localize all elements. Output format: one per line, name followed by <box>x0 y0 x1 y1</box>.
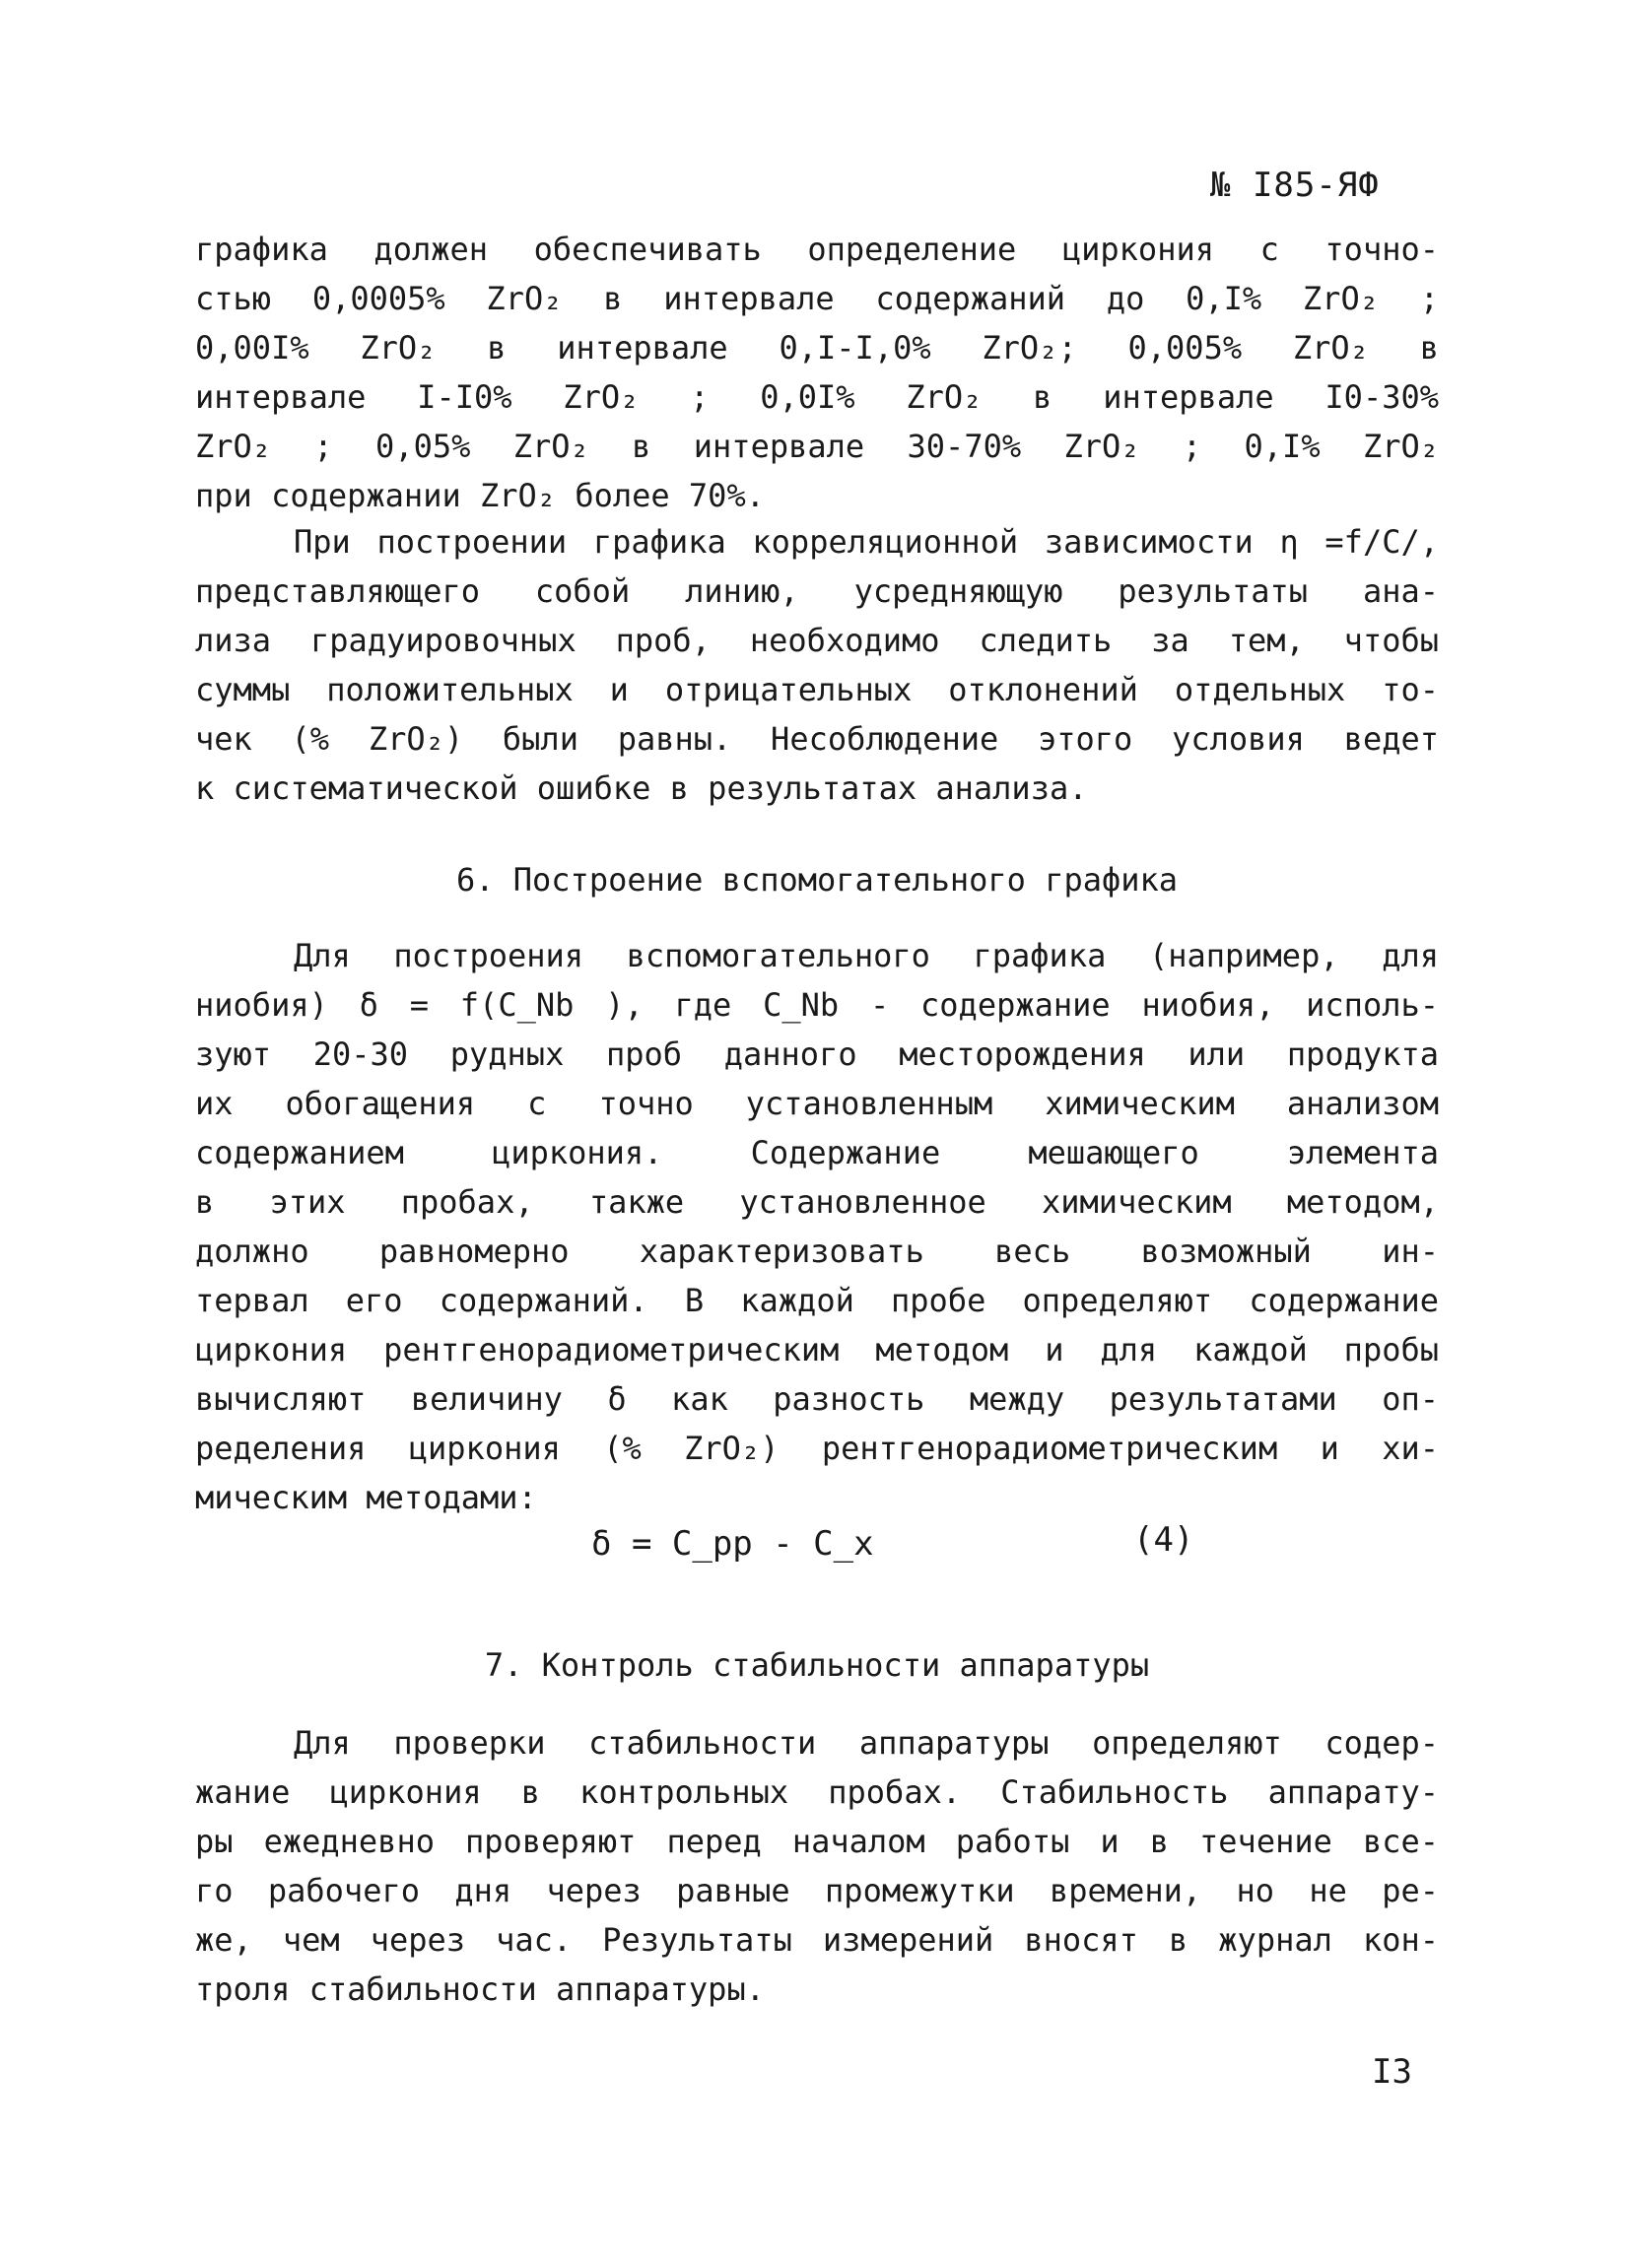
text-line: содержанием циркония. Содержание мешающего элемента <box>195 1134 1439 1171</box>
formula-delta: δ = C_pp - C_x <box>591 1524 874 1564</box>
text-line: го рабочего дня через равные промежутки времени, но не ре- <box>195 1872 1439 1909</box>
text-line: их обогащения с точно установленным химическим анализом <box>195 1085 1439 1122</box>
text-line: зуют 20-30 рудных проб данного месторождения или продукта <box>195 1035 1439 1073</box>
text-line: Для проверки стабильности аппаратуры определяют содер- <box>294 1724 1439 1762</box>
paragraph-zirconium-accuracy <box>195 225 1439 520</box>
section-7-body <box>195 1718 1439 2014</box>
text-line: вычисляют величину δ как разность между результатами оп- <box>195 1380 1439 1418</box>
text-line: ZrO₂ ; 0,05% ZrO₂ в интервале 30-70% ZrO₂ ; 0,I% ZrO₂ <box>195 428 1439 465</box>
page-number: I3 <box>1372 2052 1412 2092</box>
text-line: ниобия) δ = f(C_Nb ), где C_Nb - содержание ниобия, исполь- <box>195 986 1439 1024</box>
text-line: лиза градуировочных проб, необходимо следить за тем, чтобы <box>195 622 1439 659</box>
text-line: Для построения вспомогательного графика (например, для <box>294 937 1439 974</box>
text-line: 0,00I% ZrO₂ в интервале 0,I-I,0% ZrO₂; 0,005% ZrO₂ в <box>195 329 1439 367</box>
text-line: жание циркония в контрольных пробах. Стабильность аппарату- <box>195 1773 1439 1811</box>
text-line: графика должен обеспечивать определение циркония с точно- <box>195 231 1439 268</box>
text-line: суммы положительных и отрицательных отклонений отдельных то- <box>195 671 1439 708</box>
text-line: троля стабильности аппаратуры. <box>195 1970 765 2008</box>
section-7-heading: 7. Контроль стабильности аппаратуры <box>484 1646 1150 1684</box>
text-line: ределения циркония (% ZrO₂) рентгенорадиометрическим и хи- <box>195 1430 1439 1467</box>
text-line: чек (% ZrO₂) были равны. Несоблюдение этого условия ведет <box>195 720 1439 758</box>
text-line: мическим методами: <box>195 1479 537 1516</box>
text-line: же, чем через час. Результаты измерений вносят в журнал кон- <box>195 1921 1439 1959</box>
formula-number: (4) <box>1133 1520 1194 1560</box>
text-line: стью 0,0005% ZrO₂ в интервале содержаний до 0,I% ZrO₂ ; <box>195 280 1439 317</box>
text-line: в этих пробах, также установленное химическим методом, <box>195 1183 1439 1221</box>
text-line: При построении графика корреляционной зависимости η =f/C/, <box>294 523 1439 561</box>
document-number: № I85-ЯФ <box>1210 166 1380 205</box>
paragraph-correlation-graph <box>195 517 1439 813</box>
text-line: тервал его содержаний. В каждой пробе определяют содержание <box>195 1282 1439 1319</box>
text-line: интервале I-I0% ZrO₂ ; 0,0I% ZrO₂ в интервале I0-30% <box>195 378 1439 416</box>
text-line: к систематической ошибке в результатах анализа. <box>195 769 1088 807</box>
text-line: представляющего собой линию, усредняющую результаты ана- <box>195 572 1439 610</box>
section-6-body <box>195 931 1439 1522</box>
text-line: циркония рентгенорадиометрическим методом и для каждой пробы <box>195 1331 1439 1368</box>
section-6-heading: 6. Построение вспомогательного графика <box>455 861 1179 899</box>
text-line: ры ежедневно проверяют перед началом работы и в течение все- <box>195 1823 1439 1860</box>
text-line: при содержании ZrO₂ более 70%. <box>195 477 765 514</box>
text-line: должно равномерно характеризовать весь возможный ин- <box>195 1233 1439 1270</box>
